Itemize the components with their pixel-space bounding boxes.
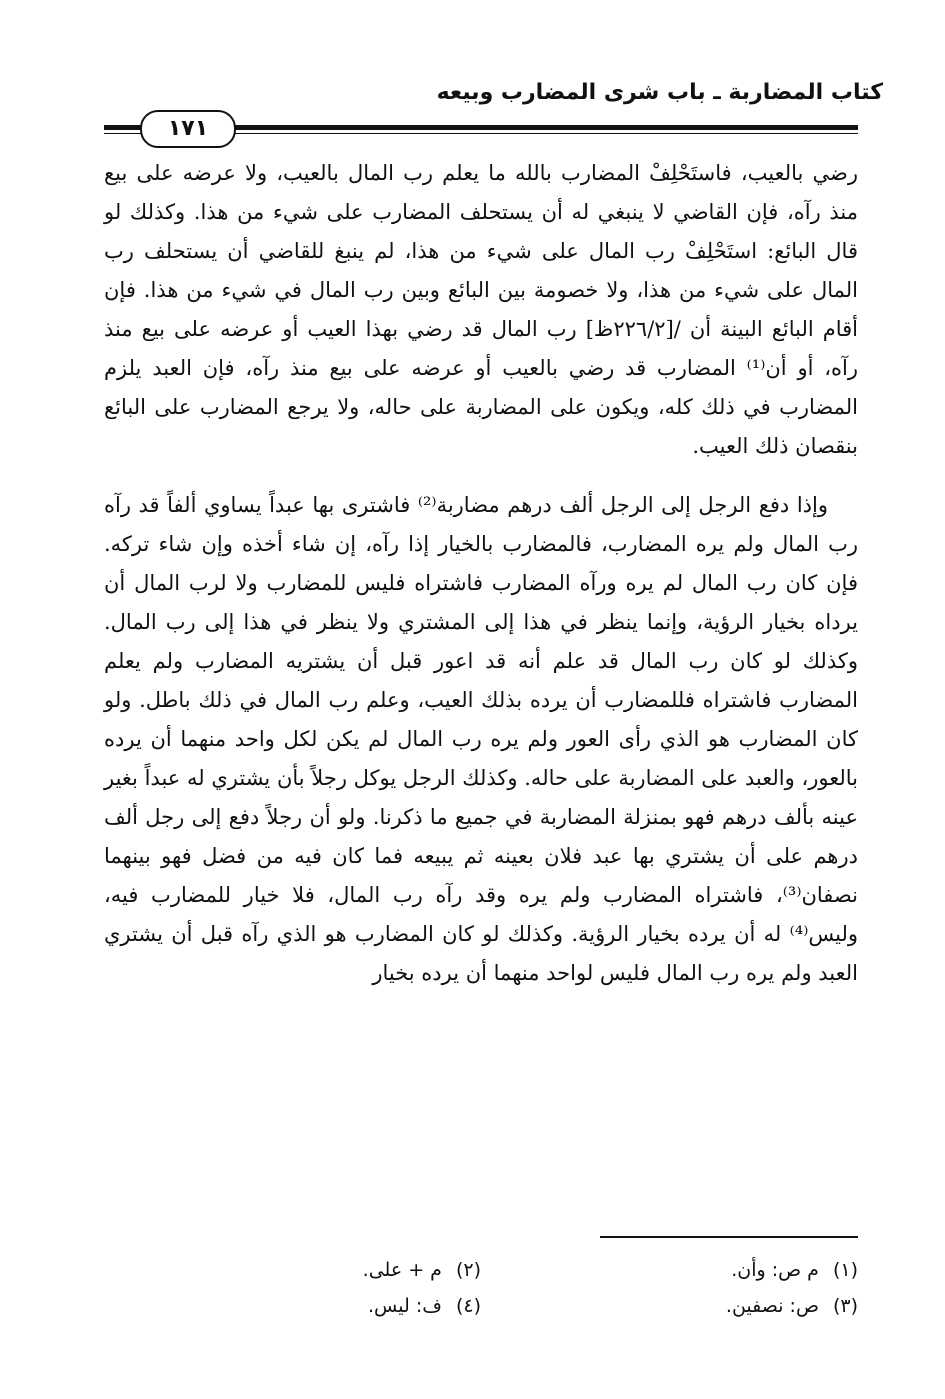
footnote-2 <box>104 1252 481 1288</box>
footnote-text: م ص: وأن. <box>731 1259 819 1281</box>
footnotes <box>104 1252 858 1324</box>
paragraph-1: رضي بالعيب، فاستَحْلِفْ المضارب بالله ما يعلم رب المال بالعيب، ولا عرضه على بيع منذ رآه، فإن القاضي لا ينبغي له أن يستحلف المضارب على شيء من هذا. وكذلك لو قال البائع: استَحْلِفْ رب المال على شيء من هذا، لم ينبغ للقاضي أن يستحلف رب المال على شيء من هذا، ولا خصومة بين البائع وبين رب المال في شيء من هذا. فإن أقام البائع البينة أن /[٢٢٦/٢ظ] رب المال قد رضي بهذا العيب أو عرضه على بيع منذ رآه، أو أن⁽¹⁾ المضارب قد رضي بالعيب أو عرضه على بيع منذ رآه، فإن العبد يلزم المضارب في ذلك كله، ويكون على المضاربة على حاله، ولا يرجع المضارب على البائع بنقصان ذلك العيب. <box>104 161 859 458</box>
footnote-row <box>104 1252 858 1288</box>
footnote-number: (١) <box>832 1259 858 1281</box>
footnote-number: (٣) <box>832 1295 858 1317</box>
footnote-number: (٢) <box>455 1259 481 1281</box>
paragraph-2: وإذا دفع الرجل إلى الرجل ألف درهم مضاربة⁽²⁾ فاشترى بها عبداً يساوي ألفاً قد رآه رب المال ولم يره المضارب، فالمضارب بالخيار إذا رآه، إن شاء أخذه وإن شاء تركه. فإن كان رب المال لم يره ورآه المضارب فاشتراه فليس للمضارب ولا لرب المال أن يرداه بخيار الرؤية، وإنما ينظر في هذا إلى المشتري ولا ينظر في هذا إلى رب المال. وكذلك لو كان رب المال قد علم أنه قد اعور قبل أن يشتريه المضارب ولم يعلم المضارب فاشتراه فللمضارب أن يرده بذلك العيب، وعلم رب المال في ذلك باطل. ولو كان المضارب هو الذي رأى العور ولم يره رب المال لم يكن لكل واحد منهما أن يرده بالعور، والعبد على المضاربة على حاله. وكذلك الرجل يوكل رجلاً بأن يشتري له عبداً بغير عينه بألف درهم فهو بمنزلة المضاربة في جميع ما ذكرنا. ولو أن رجلاً دفع إلى رجل ألف درهم على أن يشتري بها عبد فلان بعينه ثم يبيعه فما كان فيه من فضل فهو بينهما نصفان⁽³⁾، فاشتراه المضارب ولم يره وقد رآه رب المال، فلا خيار للمضارب فيه، وليس⁽⁴⁾ له أن يرده بخيار الرؤية. وكذلك لو كان المضارب هو الذي رآه قبل أن يشتري العبد ولم يره رب المال فليس لواحد منهما أن يرده بخيار <box>104 493 858 985</box>
footnote-separator <box>600 1236 858 1238</box>
main-text <box>104 154 858 993</box>
footnote-4 <box>104 1288 481 1324</box>
running-header-title: كتاب المضاربة ـ باب شرى المضارب وبيعه <box>436 80 883 105</box>
footnote-text: م + على. <box>362 1259 442 1281</box>
footnote-3 <box>481 1288 858 1324</box>
footnote-row <box>104 1288 858 1324</box>
footnote-text: ص: نصفين. <box>725 1295 819 1317</box>
footnote-number: (٤) <box>455 1295 481 1317</box>
footnote-text: ف: ليس. <box>368 1295 442 1317</box>
footnote-1 <box>481 1252 858 1288</box>
page-number: ١٧١ <box>140 110 236 148</box>
